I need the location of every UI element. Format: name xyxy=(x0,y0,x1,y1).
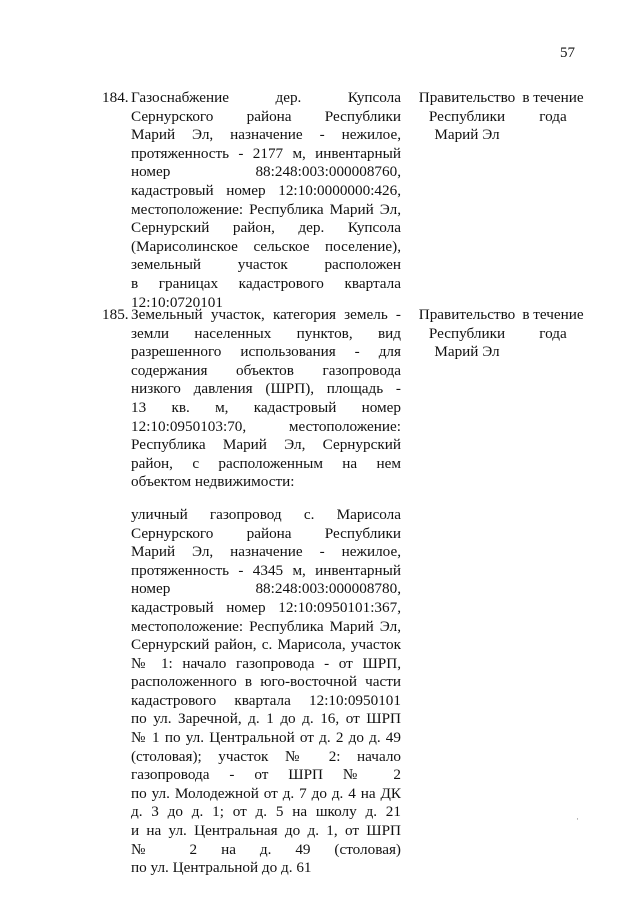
description-line: Республика Марий Эл, Сернурский xyxy=(131,436,401,454)
description-line: Земельный участок, категория земель - xyxy=(131,306,401,323)
description-line: Газоснабжение дер. Купсола xyxy=(131,89,401,106)
sub-line: Сернурского района Республики xyxy=(131,524,401,542)
description-line: земли населенных пунктов, вид xyxy=(131,324,401,342)
authority-line: Марий Эл xyxy=(434,343,500,361)
entry-description xyxy=(131,306,401,878)
sub-line: № 2 на д. 49 (столовая) xyxy=(131,840,401,858)
sub-line: Марий Эл, назначение - нежилое, xyxy=(131,543,401,561)
entry-authority xyxy=(414,306,520,362)
sub-line: протяженность - 4345 м, инвентарный xyxy=(131,561,401,579)
sub-object-description xyxy=(131,506,401,878)
authority-line: Правительство xyxy=(418,89,516,106)
description-line: объектом недвижимости: xyxy=(131,473,295,491)
description-line: Сернурского района Республики xyxy=(131,107,401,125)
page-number: 57 xyxy=(560,45,575,61)
authority-line: Правительство xyxy=(418,306,516,323)
sub-line: № 1: начало газопровода - от ШРП, xyxy=(131,654,401,672)
authority-line: Республики xyxy=(428,107,506,125)
sub-line: и на ул. Центральная до д. 1, от ШРП xyxy=(131,822,401,840)
sub-line: кадастровый номер 12:10:0950101:367, xyxy=(131,598,401,616)
scan-mark: · xyxy=(576,814,579,824)
description-line: 13 кв. м, кадастровый номер xyxy=(131,398,401,416)
term-line: года xyxy=(539,324,567,342)
description-line: Сернурский район, дер. Купсола xyxy=(131,219,401,237)
description-line: низкого давления (ШРП), площадь - xyxy=(131,380,401,398)
entry-description xyxy=(131,89,401,312)
sub-line: газопровода - от ШРП № 2 xyxy=(131,766,401,784)
sub-line: по ул. Заречной, д. 1 до д. 16, от ШРП xyxy=(131,710,401,728)
entry-term xyxy=(521,306,585,343)
description-line: номер 88:248:003:000008760, xyxy=(131,163,401,181)
description-line: (Марисолинское сельское поселение), xyxy=(131,237,401,255)
description-line: в границах кадастрового квартала xyxy=(131,274,401,292)
sub-line: уличный газопровод с. Марисола xyxy=(131,505,401,523)
sub-line: (столовая); участок № 2: начало xyxy=(131,747,401,765)
description-line: район, с расположенным на нем xyxy=(131,454,401,472)
sub-line: Сернурский район, с. Марисола, участок xyxy=(131,636,401,654)
entry-number: 185. xyxy=(102,306,129,323)
sub-line: местоположение: Республика Марий Эл, xyxy=(131,617,401,635)
description-line: содержания объектов газопровода xyxy=(131,361,401,379)
description-line: протяженность - 2177 м, инвентарный xyxy=(131,144,401,162)
sub-line: по ул. Центральной до д. 61 xyxy=(131,859,312,877)
authority-line: Марий Эл xyxy=(434,126,500,144)
entry-number: 184. xyxy=(102,89,129,106)
description-line: местоположение: Республика Марий Эл, xyxy=(131,200,401,218)
description-line: разрешенного использования - для xyxy=(131,343,401,361)
term-line: года xyxy=(539,107,567,125)
sub-line: № 1 по ул. Центральной от д. 2 до д. 49 xyxy=(131,729,401,747)
sub-line: кадастрового квартала 12:10:0950101 xyxy=(131,691,401,709)
term-line: в течение xyxy=(522,306,584,323)
description-line: 12:10:0950103:70, местоположение: xyxy=(131,417,401,435)
description-line: земельный участок расположен xyxy=(131,256,401,274)
description-line: 12:10:0720101 xyxy=(131,293,223,311)
sub-line: д. 3 до д. 1; от д. 5 на школу д. 21 xyxy=(131,803,401,821)
description-line: кадастровый номер 12:10:0000000:426, xyxy=(131,181,401,199)
sub-line: номер 88:248:003:000008780, xyxy=(131,580,401,598)
sub-line: расположенного в юго-восточной части xyxy=(131,673,401,691)
sub-line: по ул. Молодежной от д. 7 до д. 4 на ДК xyxy=(131,784,401,802)
authority-line: Республики xyxy=(428,324,506,342)
entry-authority xyxy=(414,89,520,145)
description-line: Марий Эл, назначение - нежилое, xyxy=(131,126,401,144)
term-line: в течение xyxy=(522,89,584,106)
entry-term xyxy=(521,89,585,126)
